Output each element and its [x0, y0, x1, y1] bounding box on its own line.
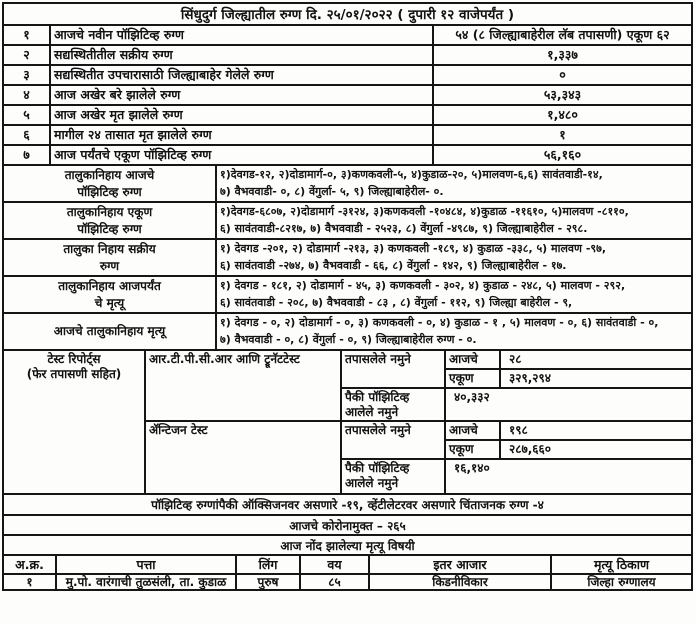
values-line: ७) वैभववाडी- ०, ८) वेंगुर्ला- ५, ९) जिल्ह्याबाहेरील- ०.	[220, 184, 444, 198]
taluka-row-values	[216, 202, 692, 239]
test-row	[3, 350, 692, 369]
sampled-label: तपासलेले नमुने	[341, 421, 445, 459]
address-cell: मु.पो. वारंगाची तुळसंली, ता. कुडाळ	[56, 574, 236, 590]
col-header-address: पत्ता	[56, 555, 236, 574]
values-line: १)देवगड-६८०७, २)दोडामार्ग -३१२४, ३)कणकवली -१०४८४, ४)कुडाळ -११६१०, ५)मालवण -८११०,	[220, 205, 629, 218]
row-number: ३	[3, 65, 50, 85]
table-row	[3, 85, 692, 105]
taluka-row-label	[3, 239, 216, 276]
row-label: आज अखेर मृत झालेले रुग्ण	[50, 105, 433, 125]
positive-samples-value: ४०,३३२	[445, 388, 692, 421]
label-line: (फेर तपासणी सहित)	[26, 367, 122, 381]
values-line: १) देवगड -२०१, २) दोडामार्ग -२१३, ३) कणकवली -१८९, ४) कुडाळ -३३८, ५) मालवण -९७,	[220, 242, 606, 255]
recovered-table	[2, 514, 693, 536]
row-label: आजचे नवीन पॉझिटिव्ह रुग्ण	[50, 25, 433, 45]
deaths-title-row	[3, 535, 692, 555]
values-line: ६) सावंतवाडी-८२१७, ७) वैभववाडी - २५२३, ८) वेंगुर्ला -४९८७, ९) जिल्ह्याबाहेरील - २९८.	[220, 221, 588, 235]
label-line: आजचे तालुकानिहाय मृत्यू	[53, 324, 166, 339]
values-line: १) देवगड - ०, २) दोडामार्ग - ०, ३) कणकवली - ०, ४) कुडाळ - १ , ५) मालवण - ०, ६) सावंतवाडी - ०,	[220, 316, 659, 329]
row-value: १,३३७	[433, 45, 692, 65]
today-label: आजचे	[445, 350, 500, 369]
taluka-table	[2, 164, 693, 351]
row-value: ५६,१६०	[433, 145, 692, 165]
recovered-today-text: आजचे कोरोनामुक्त – २६५	[3, 515, 692, 535]
taluka-row	[3, 202, 692, 239]
col-header-serial: अ.क्र.	[3, 555, 56, 574]
total-label: एकूण	[445, 440, 500, 459]
row-value: १	[433, 125, 692, 145]
taluka-row-label	[3, 202, 216, 239]
taluka-row-label	[3, 313, 216, 350]
document-title: सिंधुदुर्ग जिल्ह्यातील रुग्ण दि. २५/०१/२०२२ ( दुपारी १२ वाजेपर्यंत )	[3, 3, 692, 25]
deaths-table	[2, 554, 693, 591]
table-row	[3, 45, 692, 65]
row-label: सद्यस्थितीतील सक्रीय रुग्ण	[50, 45, 433, 65]
row-number: ७	[3, 145, 50, 165]
taluka-row-values	[216, 276, 692, 313]
deaths-header-row	[3, 555, 692, 574]
table-row	[3, 25, 692, 45]
label-line: तालुकानिहाय आजपर्यंत	[58, 278, 161, 293]
taluka-row	[3, 239, 692, 276]
row-number: १	[3, 25, 50, 45]
values-line: १) देवगड - १८१, २) दोडामार्ग - ४५, ३) कणकवली - ३०२, ४) कुडाळ - २४८, ५) मालवण - २९२,	[220, 279, 626, 292]
label-line: टेस्ट रिपोर्ट्स	[47, 352, 101, 366]
label-line: तालुकानिहाय एकूण	[66, 204, 153, 219]
oxygen-status-text: पॉझिटिव्ह रुग्णांपैकी ऑक्सिजनवर असणारे -१९, व्हेंटीलेटरवर असणारे चिंताजनक रुग्ण -४	[3, 494, 692, 515]
total-label: एकूण	[445, 369, 500, 388]
col-header-death-place: मृत्यू ठिकाण	[551, 555, 692, 574]
deaths-data-row	[3, 574, 692, 590]
test-section-label	[3, 350, 145, 494]
table-row	[3, 125, 692, 145]
age-cell: ८५	[300, 574, 369, 590]
values-line: ६) सावंतवाडी -२७४, ७) वैभववाडी - ६६, ८) वेंगुर्ला - १४२, ९) जिल्ह्याबाहेरील - १७.	[220, 258, 567, 272]
row-value: ५४ (८ जिल्ह्याबाहेरील लॅब तपासणी) एकूण ६२	[433, 25, 692, 45]
label-line: रुग्ण	[99, 258, 120, 273]
sampled-label: तपासलेले नमुने	[341, 350, 445, 388]
col-header-age: वय	[300, 555, 369, 574]
summary-table	[2, 24, 693, 166]
label-line: आलेले नमुने	[345, 476, 399, 490]
oxygen-table	[2, 493, 693, 516]
values-line: १)देवगड-१२, २)दोडामार्ग-०, ३)कणकवली-५, ४)कुडाळ-२०, ५)मालवण-६,६) सावंतवाडी-१४,	[220, 168, 603, 181]
row-label: आज अखेर बरे झालेले रुग्ण	[50, 85, 433, 105]
positive-samples-value: १६,१४०	[445, 459, 692, 494]
label-line: आलेले नमुने	[345, 405, 399, 419]
test-type-label: आर.टी.पी.सी.आर आणि ट्रूनॅटटेस्ट	[145, 350, 341, 421]
gender-cell: पुरुष	[236, 574, 300, 590]
today-value: १९८	[500, 421, 692, 440]
col-header-other-illness: इतर आजार	[369, 555, 551, 574]
label-line: पैकी पॉझिटिव्ह	[345, 390, 410, 404]
label-line: तालुकानिहाय आजचे	[64, 167, 155, 182]
taluka-row-values	[216, 313, 692, 350]
today-value: २८	[500, 350, 692, 369]
recovered-row	[3, 515, 692, 535]
values-line: ६) सावंतवाडी - २०८, ७) वैभववाडी - ८३ , ८) वेंगुर्ला - ११२, ९) जिल्ह्या बाहेरील - ९,	[220, 295, 573, 309]
label-line: चे मृत्यू	[94, 295, 125, 310]
test-reports-table	[2, 349, 693, 495]
death-place-cell: जिल्हा रुग्णालय	[551, 574, 692, 590]
deaths-section-title: आज नोंद झालेल्या मृत्यू विषयी	[3, 535, 692, 555]
deaths-title-table	[2, 534, 693, 556]
col-header-gender: लिंग	[236, 555, 300, 574]
test-type-label: ॲन्टिजन टेस्ट	[145, 421, 341, 494]
label-line: पॉझिटिव्ह रुग्ण	[77, 221, 142, 236]
title-row	[3, 3, 692, 25]
label-line: पैकी पॉझिटिव्ह	[345, 461, 410, 475]
row-number: ४	[3, 85, 50, 105]
taluka-row-values	[216, 239, 692, 276]
other-illness-cell: किडनीविकार	[369, 574, 551, 590]
total-value: ३२९,२९४	[500, 369, 692, 388]
table-row	[3, 65, 692, 85]
today-label: आजचे	[445, 421, 500, 440]
row-value: ०	[433, 65, 692, 85]
positive-samples-label	[341, 388, 445, 421]
taluka-row	[3, 165, 692, 202]
row-number: २	[3, 45, 50, 65]
taluka-row-label	[3, 276, 216, 313]
taluka-row-label	[3, 165, 216, 202]
taluka-row-values	[216, 165, 692, 202]
total-value: २८७,६६०	[500, 440, 692, 459]
table-row	[3, 145, 692, 165]
label-line: तालुका निहाय सक्रीय	[63, 241, 156, 256]
values-line: ७) वैभववाडी - ०, ८) वेंगुर्ला - ०, ९) जिल्ह्याबाहेरील रुग्ण - ०.	[220, 332, 477, 346]
row-value: १,४८०	[433, 105, 692, 125]
title-table	[2, 2, 693, 26]
row-label: सद्यस्थितीत उपचारासाठी जिल्ह्याबाहेर गेलेले रुग्ण	[50, 65, 433, 85]
positive-samples-label	[341, 459, 445, 494]
table-row	[3, 105, 692, 125]
taluka-row	[3, 313, 692, 350]
row-label: आज पर्यंतचे एकूण पॉझिटिव्ह रुग्ण	[50, 145, 433, 165]
row-label: मागील २४ तासात मृत झालेले रुग्ण	[50, 125, 433, 145]
row-number: ५	[3, 105, 50, 125]
label-line: पॉझिटिव्ह रुग्ण	[77, 184, 142, 199]
taluka-row	[3, 276, 692, 313]
serial-cell: १	[3, 574, 56, 590]
row-number: ६	[3, 125, 50, 145]
oxygen-row	[3, 494, 692, 515]
row-value: ५३,३४३	[433, 85, 692, 105]
